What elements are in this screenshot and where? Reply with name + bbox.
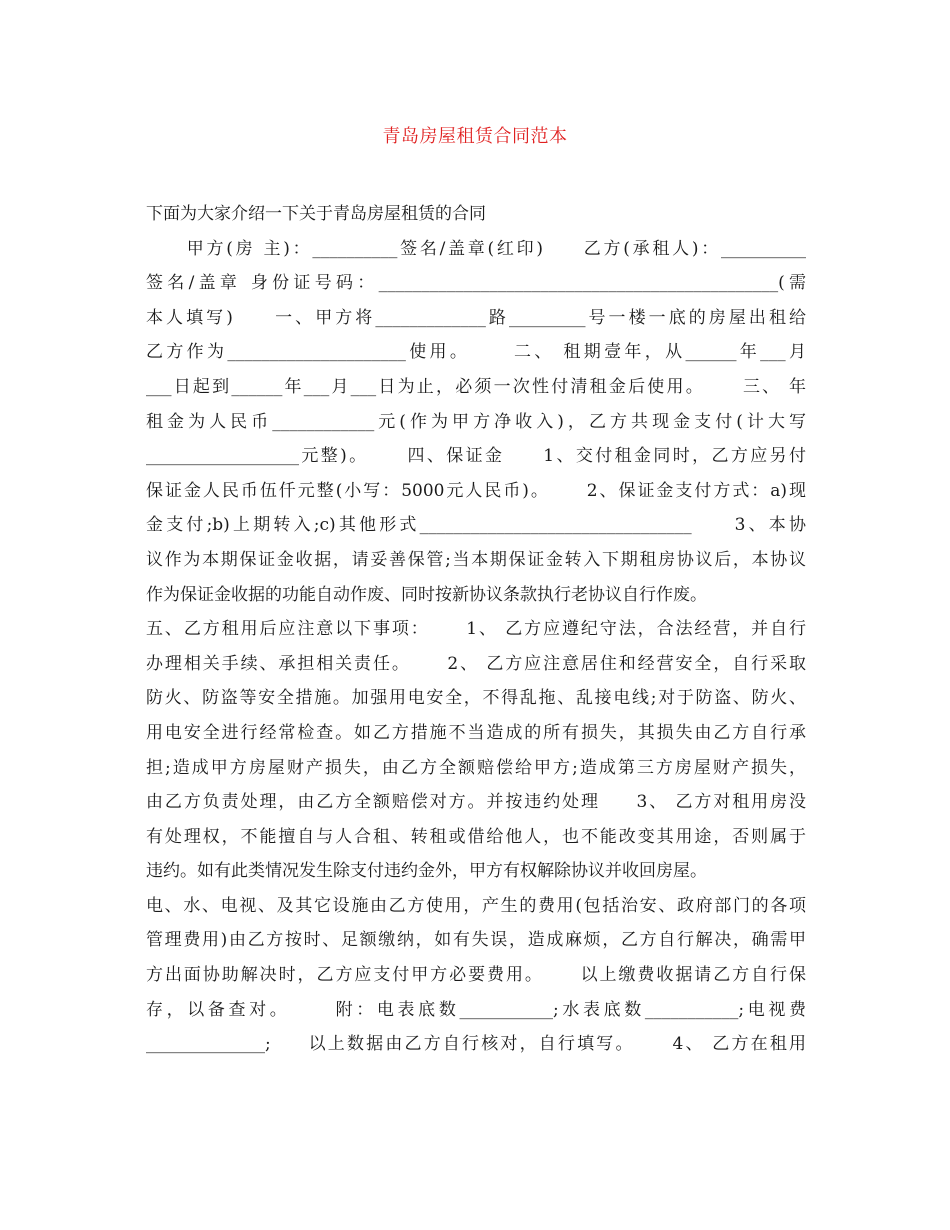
body-line: 金支付;b)上期转入;c)其他形式________________________________ 3、本协 [146,515,806,536]
body-line: 保证金人民币伍仟元整(小写：5000元人民币)。 2、保证金支付方式：a)现 [146,480,806,501]
document-title: 青岛房屋租赁合同范本 [382,126,568,147]
body-line: 乙方作为_____________________使用。 二、 租期壹年，从______年___月 [146,342,806,363]
body-line: ___日起到______年___月___日为止，必须一次性付清租金后使用。 三、 年 [146,376,806,397]
body-line: ______________; 以上数据由乙方自行核对，自行填写。 4、 乙方在租用 [146,1034,806,1055]
body-line: 防火、防盗等安全措施。加强用电安全，不得乱拖、乱接电线;对于防盗、防火、 [146,688,806,709]
body-line: __________________元整)。 四、保证金 1、交付租金同时，乙方应另付 [146,446,806,467]
body-line: 违约。如有此类情况发生除支付违约金外，甲方有权解除协议并收回房屋。 [146,861,707,882]
body-line: 办理相关手续、承担相关责任。 2、 乙方应注意居住和经营安全，自行采取 [146,653,806,674]
body-line: 作为保证金收据的功能自动作废、同时按新协议条款执行老协议自行作废。 [146,584,707,605]
body-line: 方出面协助解决时，乙方应支付甲方必要费用。 以上缴费收据请乙方自行保 [146,965,806,986]
body-line: 管理费用)由乙方按时、足额缴纳，如有失误，造成麻烦，乙方自行解决，确需甲 [146,930,806,951]
body-line: 本人填写) 一、甲方将_____________路_________号一楼一底的房屋出租给 [146,307,806,328]
document-body [146,197,806,1062]
body-line: 签名/盖章 身份证号码：_______________________________________________(需 [146,273,806,294]
body-line: 有处理权，不能擅自与人合租、转租或借给他人，也不能改变其用途，否则属于 [146,826,806,847]
body-line: 甲方(房 主)：__________签名/盖章(红印) 乙方(承租人)：__________ [146,238,806,259]
body-line: 下面为大家介绍一下关于青岛房屋租赁的合同 [146,204,486,224]
body-line: 存，以备查对。 附：电表底数___________;水表底数___________;电视费 [146,999,806,1020]
body-line: 五、乙方租用后应注意以下事项： 1、 乙方应遵纪守法，合法经营，并自行 [146,619,806,640]
body-line: 电、水、电视、及其它设施由乙方使用，产生的费用(包括治安、政府部门的各项 [146,895,806,916]
body-line: 由乙方负责处理，由乙方全额赔偿对方。并按违约处理 3、 乙方对租用房没 [146,792,806,813]
body-line: 用电安全进行经常检查。如乙方措施不当造成的所有损失，其损失由乙方自行承 [146,722,806,743]
body-line: 议作为本期保证金收据，请妥善保管;当本期保证金转入下期租房协议后，本协议 [146,549,806,570]
body-line: 租金为人民币____________元(作为甲方净收入)，乙方共现金支付(计大写 [146,411,806,432]
body-line: 担;造成甲方房屋财产损失，由乙方全额赔偿给甲方;造成第三方房屋财产损失， [146,757,806,778]
